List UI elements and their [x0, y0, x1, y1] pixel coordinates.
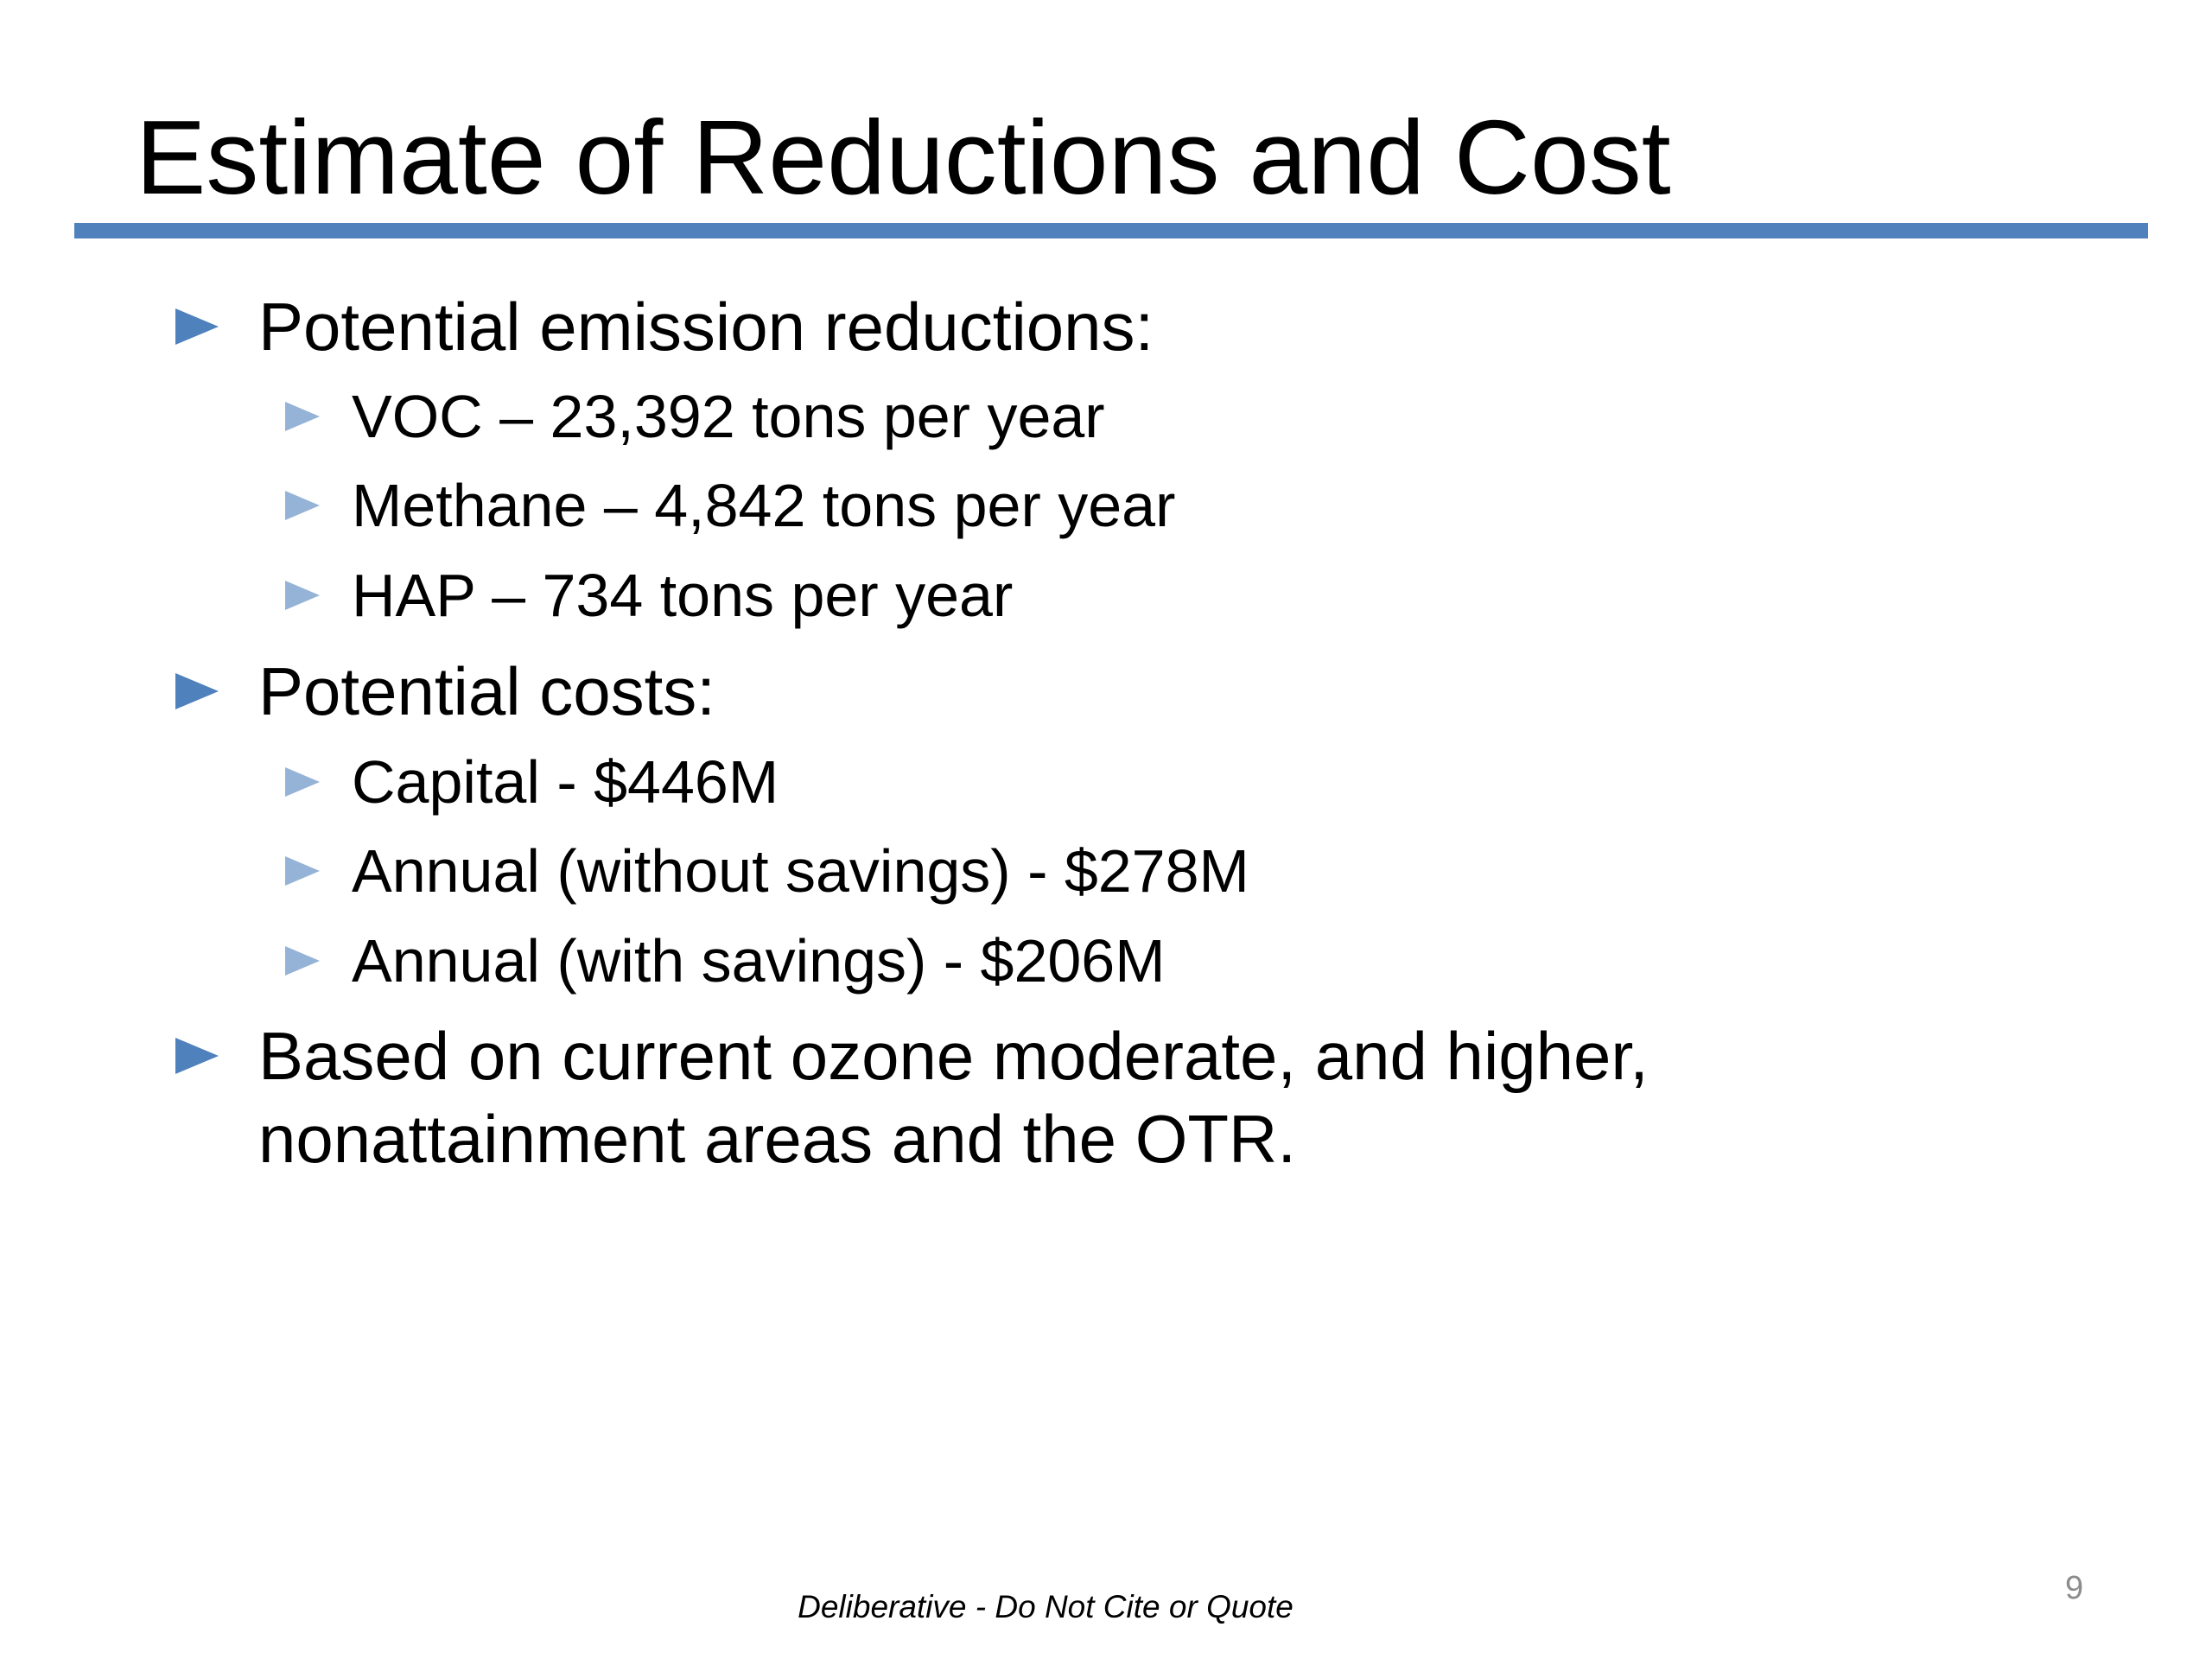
bullet-based-on: [175, 1014, 1831, 1180]
triangle-bullet-icon: [175, 1038, 219, 1074]
slide-title: Estimate of Reductions and Cost: [136, 99, 1671, 216]
triangle-bullet-icon: [175, 673, 219, 709]
page-number: 9: [2065, 1570, 2084, 1606]
sub-bullet-text: Capital - $446M: [352, 748, 779, 816]
sub-bullet-text: Annual (with savings) - $206M: [352, 927, 1166, 995]
bullet-potential-costs: [175, 650, 715, 733]
bullet-text: Potential emission reductions:: [258, 289, 1154, 365]
sub-bullet-methane: [285, 467, 1175, 544]
sub-bullet-hap: [285, 556, 1013, 634]
sub-bullet-text: Annual (without savings) - $278M: [352, 837, 1249, 905]
triangle-sub-bullet-icon: [285, 581, 320, 610]
footer-disclaimer: Deliberative - Do Not Cite or Quote: [798, 1589, 1294, 1624]
sub-bullet-capital: [285, 743, 779, 821]
triangle-sub-bullet-icon: [285, 946, 320, 976]
sub-bullet-annual-without-savings: [285, 832, 1249, 910]
sub-bullet-annual-with-savings: [285, 922, 1166, 1000]
sub-bullet-text: Methane – 4,842 tons per year: [352, 472, 1176, 539]
sub-bullet-text: HAP – 734 tons per year: [352, 562, 1014, 629]
sub-bullet-voc: [285, 378, 1105, 455]
triangle-sub-bullet-icon: [285, 856, 320, 886]
triangle-sub-bullet-icon: [285, 402, 320, 431]
triangle-sub-bullet-icon: [285, 491, 320, 520]
bullet-text: Potential costs:: [258, 653, 715, 729]
triangle-sub-bullet-icon: [285, 767, 320, 797]
triangle-bullet-icon: [175, 308, 219, 345]
title-underline: [74, 223, 2148, 238]
bullet-text: Based on current ozone moderate, and higher, nonattainment areas and the OTR.: [258, 1018, 1649, 1177]
sub-bullet-text: VOC – 23,392 tons per year: [352, 383, 1105, 450]
bullet-emission-reductions: [175, 285, 1154, 368]
